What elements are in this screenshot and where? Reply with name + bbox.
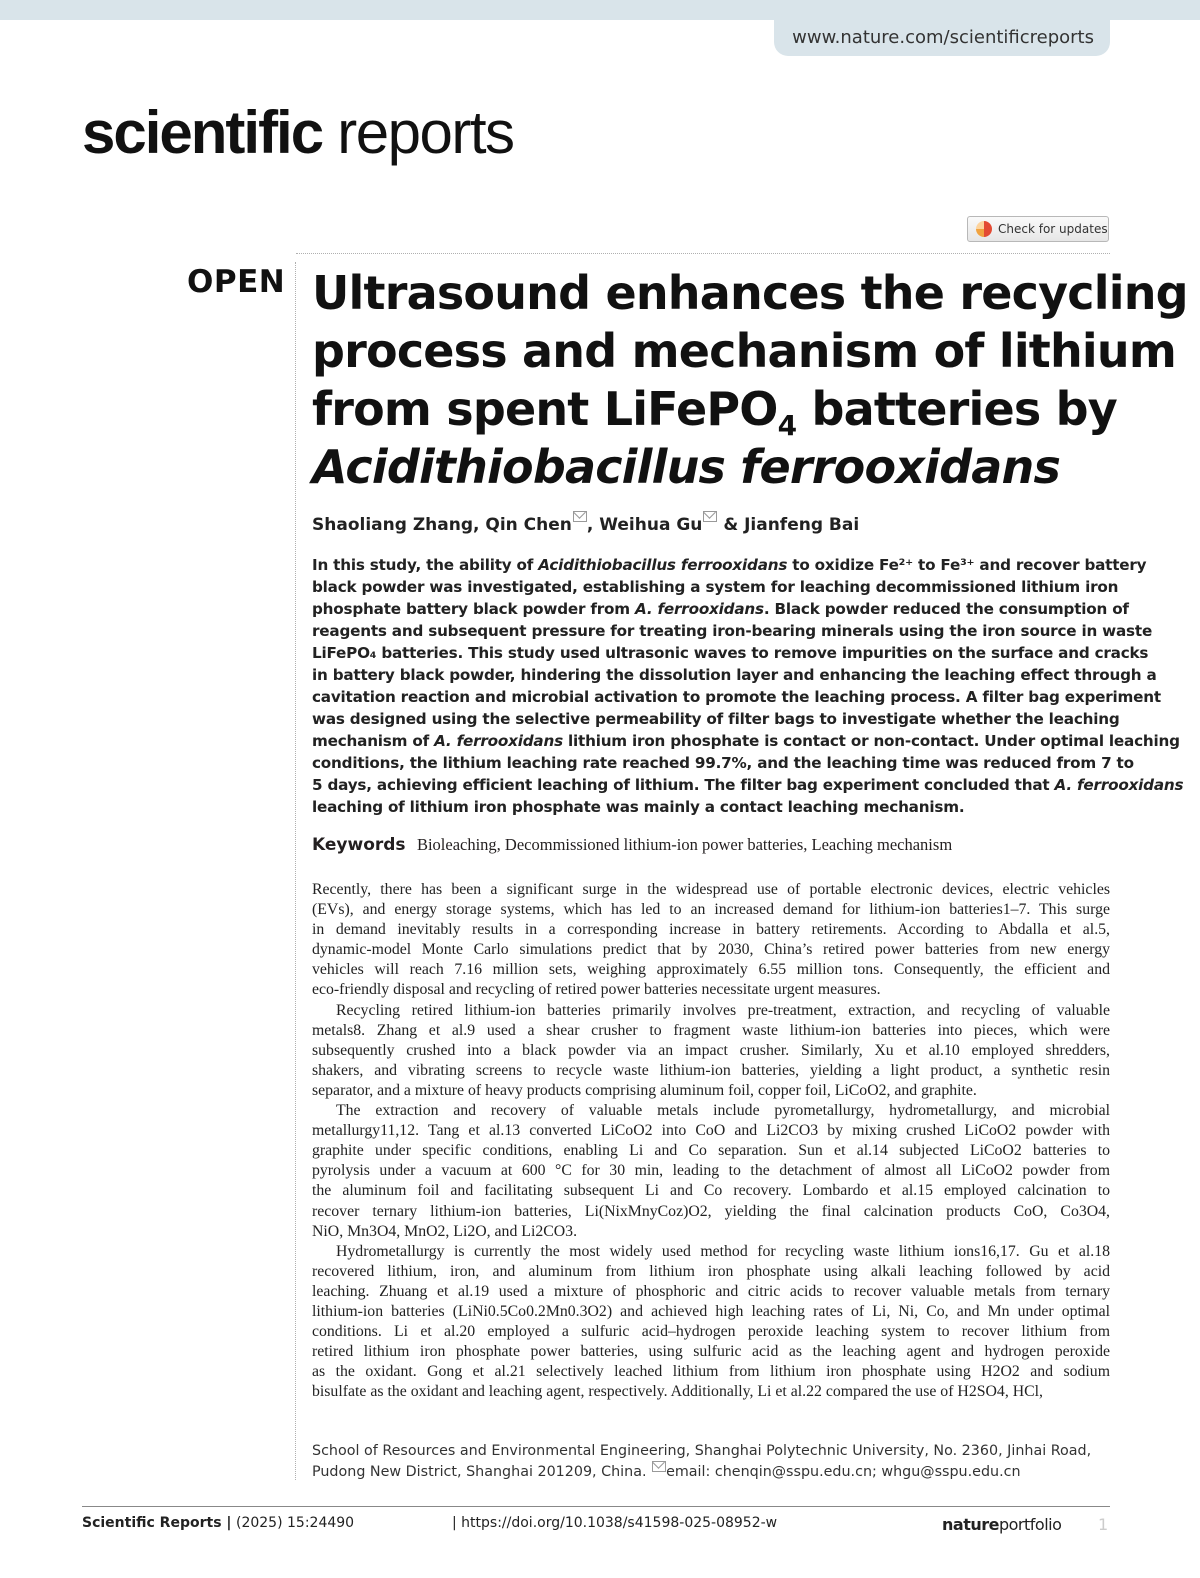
check-for-updates-button[interactable] (967, 216, 1109, 242)
abstract-line: cavitation reaction and microbial activation to promote the leaching process. A filter bag experiment (312, 688, 1161, 706)
check-updates-label: Check for updates (998, 222, 1108, 236)
body-line: the aluminum foil and facilitating subsequent Li and Co recovery. Lombardo et al.15 employed calcination to (312, 1182, 1110, 1200)
title-line-3 (312, 380, 1117, 442)
body-line: separator, and a mixture of heavy products comprising aluminum foil, copper foil, LiCoO2, and graphite. (312, 1081, 977, 1099)
publisher-bold: nature (942, 1515, 999, 1534)
body-line: pyrolysis under a vacuum at 600 °C for 30 min, leading to the detachment of almost all LiCoO2 powder from (312, 1162, 1110, 1180)
footer-journal: Scientific Reports | (82, 1515, 232, 1531)
body-line: Recycling retired lithium-ion batteries primarily involves pre-treatment, extraction, and recycling of valuable (336, 1001, 1110, 1019)
keywords (312, 835, 952, 855)
author-group-1[interactable]: Shaoliang Zhang, Qin Chen (312, 515, 572, 535)
top-color-band (0, 0, 1200, 20)
body-text (312, 880, 1110, 1402)
abstract-line: 5 days, achieving efficient leaching of lithium. The filter bag experiment concluded that A. ferrooxidans (312, 776, 1184, 794)
brand-light: reports (337, 99, 514, 166)
affiliation-line-2 (312, 1461, 1110, 1482)
article-title (312, 264, 1188, 496)
author-list (312, 511, 859, 535)
body-line: eco-friendly disposal and recycling of retired power batteries necessitate urgent measures. (312, 981, 881, 999)
body-line: in demand inevitably results in a corresponding increase in battery retirements. According to Abdalla et al.5, (312, 921, 1110, 939)
author-group-3[interactable]: & Jianfeng Bai (717, 515, 860, 535)
title-subscript: 4 (777, 409, 797, 442)
body-line: NiO, Mn3O4, MnO2, Li2O, and Li2CO3. (312, 1222, 578, 1240)
body-line: dynamic-model Monte Carlo simulations predict that by 2030, China’s retired power batteries from new energy (312, 941, 1110, 959)
body-line: retired lithium iron phosphate power batteries, using sulfuric acid as the leaching agent and hydrogen peroxide (312, 1343, 1110, 1361)
body-line: subsequently crushed into a black powder via an impact crusher. Similarly, Xu et al.10 employed shredders, (312, 1041, 1110, 1059)
open-access-label: OPEN (187, 264, 286, 300)
footer-doi-link[interactable]: | https://doi.org/10.1038/s41598-025-08952-w (452, 1515, 778, 1531)
title-line-1: Ultrasound enhances the recycling (312, 266, 1188, 320)
body-line: The extraction and recovery of valuable metals include pyrometallurgy, hydrometallurgy, and microbial (336, 1102, 1110, 1120)
body-line: Hydrometallurgy is currently the most widely used method for recycling waste lithium ions16,17. Gu et al.18 (336, 1242, 1110, 1260)
divider-vertical (295, 262, 296, 1480)
body-line: Recently, there has been a significant surge in the widespread use of portable electronic devices, electric vehicles (312, 881, 1110, 898)
affiliation-email[interactable]: email: chenqin@sspu.edu.cn; whgu@sspu.edu.cn (666, 1464, 1021, 1480)
title-line-3b: batteries by (796, 382, 1117, 436)
title-line-2: process and mechanism of lithium (312, 324, 1176, 378)
body-line: as the oxidant. Gong et al.21 selectively leached lithium from lithium iron phosphate using H2O2 and sodium (312, 1363, 1110, 1381)
body-line: recovered lithium, iron, and aluminum from lithium iron phosphate using alkali leaching followed by acid (312, 1262, 1110, 1280)
body-line: graphite under specific conditions, enabling Li and Co separation. Sun et al.14 subjected LiCoO2 batteries to (312, 1142, 1110, 1160)
body-line: bisulfate as the oxidant and leaching agent, respectively. Additionally, Li et al.22 compared the use of H2SO4, HCl, (312, 1383, 1043, 1401)
email-icon[interactable] (573, 511, 587, 522)
publisher-light: portfolio (998, 1515, 1062, 1534)
abstract-line: leaching of lithium iron phosphate was mainly a contact leaching mechanism. (312, 798, 965, 816)
nature-portfolio-logo (942, 1515, 1061, 1534)
abstract-line: mechanism of A. ferrooxidans lithium iron phosphate is contact or non-contact. Under optimal leaching (312, 732, 1180, 750)
abstract-line: conditions, the lithium leaching rate reached 99.7%, and the leaching time was reduced from 7 to (312, 754, 1134, 772)
body-line: vehicles will reach 7.16 million sets, weighing approximately 6.55 million tons. Consequently, the efficient and (312, 961, 1110, 979)
footer-year-volume: (2025) 15:24490 (236, 1515, 355, 1531)
affiliation-line-1: School of Resources and Environmental Engineering, Shanghai Polytechnic University, No. 2360, Jinhai Road, (312, 1443, 1092, 1459)
crossmark-icon (976, 221, 992, 237)
affiliation (312, 1441, 1110, 1482)
footer-rule (82, 1506, 1110, 1507)
body-line: metallurgy11,12. Tang et al.13 converted LiCoO2 into CoO and Li2CO3 by mixing crushed LiCoO2 powder with (312, 1122, 1110, 1140)
page-number: 1 (1098, 1515, 1109, 1534)
keywords-label: Keywords (312, 835, 406, 855)
abstract-line: LiFePO₄ batteries. This study used ultrasonic waves to remove impurities on the surface and cracks (312, 644, 1149, 662)
title-line-4: Acidithiobacillus ferrooxidans (312, 440, 1061, 494)
body-line: recover ternary lithium-ion batteries, Li(NixMnyCoz)O2, yielding the final calcination products CoO, Co3O4, (312, 1202, 1110, 1220)
abstract (312, 554, 1184, 818)
brand-bold: scientific (82, 99, 323, 166)
journal-url[interactable]: www.nature.com/scientificreports (774, 20, 1110, 56)
author-group-2[interactable]: , Weihua Gu (586, 515, 703, 535)
affiliation-address: Pudong New District, Shanghai 201209, China. (312, 1464, 652, 1480)
abstract-line: was designed using the selective permeability of filter bags to investigate whether the leaching (312, 710, 1120, 728)
keywords-list: Bioleaching, Decommissioned lithium-ion power batteries, Leaching mechanism (416, 835, 953, 854)
body-line: conditions. Li et al.20 employed a sulfuric acid–hydrogen peroxide leaching system to recover lithium from (312, 1323, 1110, 1341)
body-line: lithium-ion batteries (LiNi0.5Co0.2Mn0.3O2) and achieved high leaching rates of Li, Ni, Co, and Mn under optimal (312, 1302, 1110, 1320)
title-line-3a: from spent LiFePO (312, 382, 778, 436)
body-line: (EVs), and energy storage systems, which has led to an increased demand for lithium-ion batteries1–7. This surge (312, 901, 1110, 919)
body-line: leaching. Zhuang et al.19 used a mixture of phosphoric and citric acids to recover valuable metals from ternary (312, 1282, 1110, 1300)
email-icon[interactable] (703, 511, 717, 522)
divider-horizontal (296, 253, 1110, 254)
body-line: metals8. Zhang et al.9 used a shear crusher to fragment waste lithium-ion batteries into pieces, which were (312, 1021, 1110, 1039)
abstract-line: in battery black powder, hindering the dissolution layer and enhancing the leaching effect through a (312, 666, 1157, 684)
abstract-line: phosphate battery black powder from A. ferrooxidans. Black powder reduced the consumption of (312, 600, 1129, 618)
abstract-line: In this study, the ability of Acidithiobacillus ferrooxidans to oxidize Fe²⁺ to Fe³⁺ and recover battery (312, 556, 1147, 574)
abstract-line: black powder was investigated, establishing a system for leaching decommissioned lithium iron (312, 578, 1119, 596)
journal-brand (82, 100, 514, 166)
email-icon (652, 1461, 666, 1472)
body-line: shakers, and vibrating screens to recycle waste lithium-ion batteries, yielding a light product, a synthetic resin (312, 1061, 1110, 1079)
abstract-line: reagents and subsequent pressure for treating iron-bearing minerals using the iron source in waste (312, 622, 1153, 640)
